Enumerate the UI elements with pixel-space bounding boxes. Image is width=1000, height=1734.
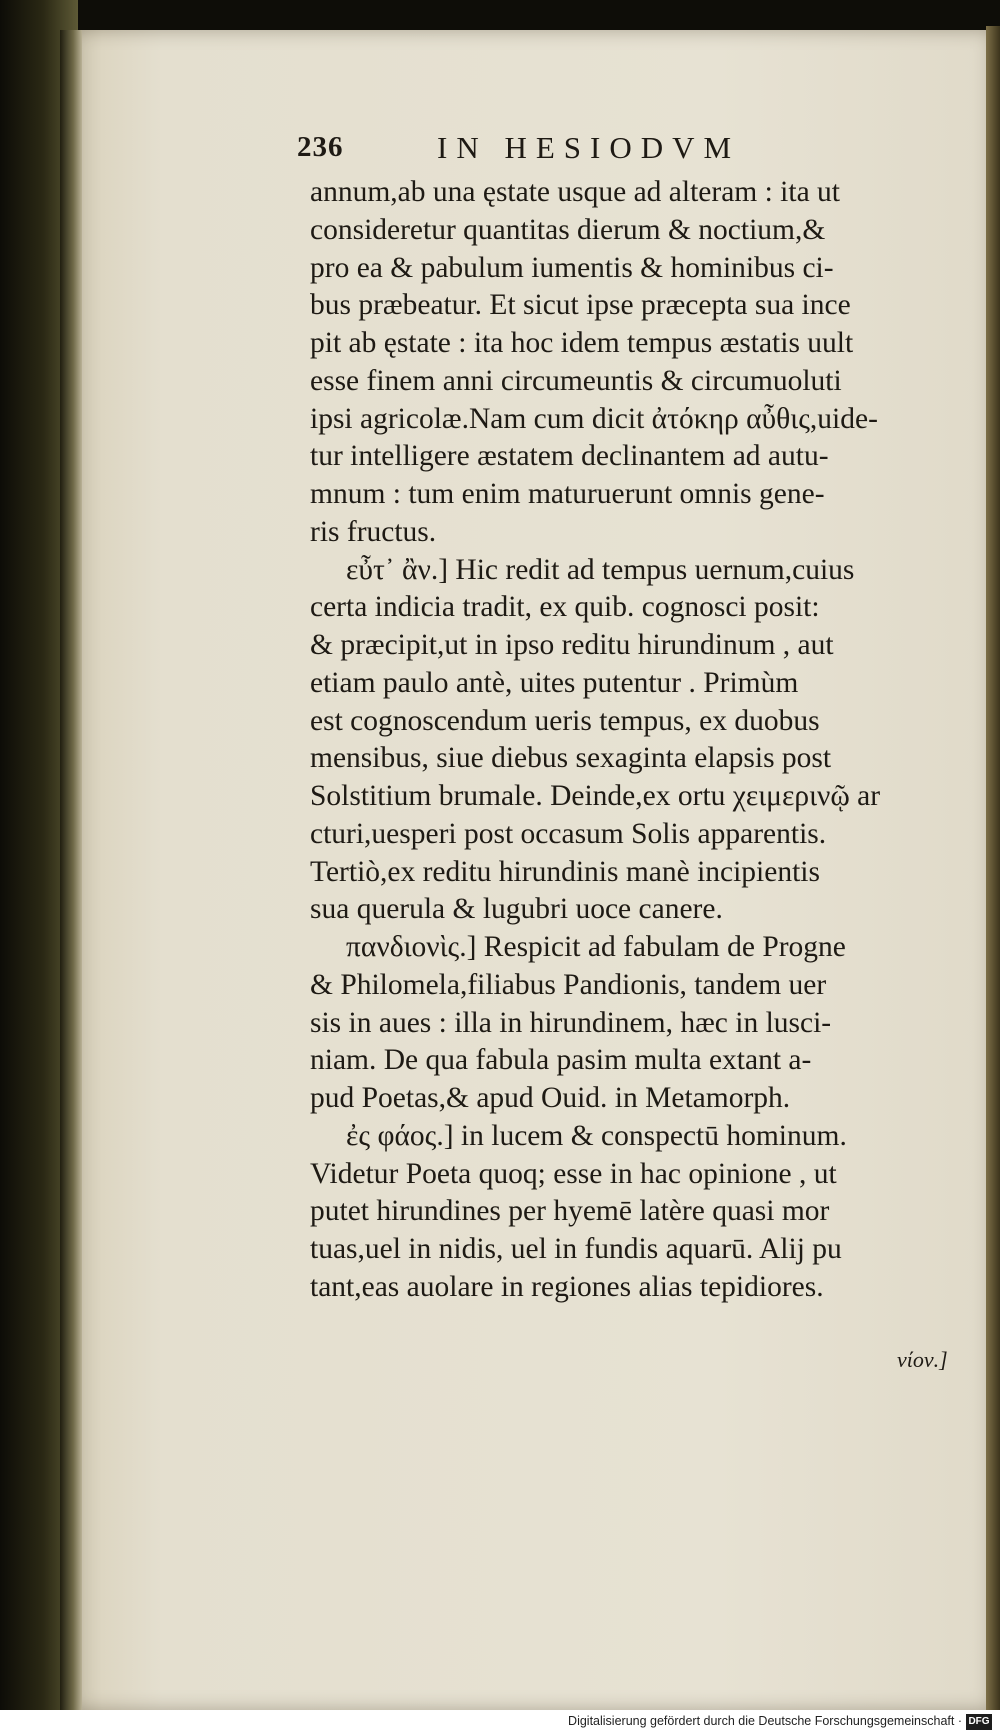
text-line: esse finem anni circumeuntis & circumuoluti	[310, 364, 842, 397]
text-line: & præcipit,ut in ipso reditu hirundinum , aut	[310, 629, 834, 661]
text-line: Solstitium brumale. Deinde,ex ortu χειμερινῷ ar	[310, 780, 881, 812]
text-line: pit ab ęstate : ita hoc idem tempus æstatis uult	[310, 327, 854, 359]
text-line: mnum : tum enim maturuerunt omnis gene-	[310, 478, 825, 510]
text-line: sua querula & lugubri uoce canere.	[310, 893, 723, 926]
text-line: sis in aues : illa in hirundinem, hæc in lusci-	[310, 1006, 832, 1039]
text-line: annum,ab una ęstate usque ad alteram : ita ut	[310, 176, 840, 208]
text-line: bus præbeatur. Et sicut ipse præcepta sua ince	[310, 289, 851, 322]
text-line: pud Poetas,& apud Ouid. in Metamorph.	[310, 1082, 791, 1114]
text-line: est cognoscendum ueris tempus, ex duobus	[310, 704, 820, 737]
text-line: certa indicia tradit, ex quib. cognosci posit:	[310, 591, 820, 624]
text-line: ipsi agricolæ.Nam cum dicit ἀτόκηρ αὖθις,uide-	[310, 402, 878, 435]
text-line: consideretur quantitas dierum & noctium,&	[310, 213, 826, 246]
text-line: ris fructus.	[310, 515, 437, 548]
text-line: ἐς φάος.] in lucem & conspectū hominum.	[346, 1119, 847, 1152]
text-line: tuas,uel in nidis, uel in fundis aquarū. Alij pu	[310, 1233, 842, 1265]
text-line: cturi,uesperi post occasum Solis apparentis.	[310, 817, 827, 850]
catchword: νίον.]	[897, 1347, 948, 1372]
text-line: pro ea & pabulum iumentis & hominibus ci-	[310, 251, 834, 284]
page-number: 236	[297, 131, 344, 163]
footer-credit: Digitalisierung gefördert durch die Deutsche Forschungsgemeinschaft ·	[568, 1714, 962, 1728]
text-line: εὖτ᾽ ἂν.] Hic redit ad tempus uernum,cuius	[346, 553, 855, 586]
dfg-logo: DFG	[966, 1714, 992, 1730]
running-head: IN HESIODVM	[437, 130, 741, 165]
text-line: Videtur Poeta quoq; esse in hac opinione , ut	[310, 1157, 837, 1190]
text-line: etiam paulo antè, uites putentur . Primùm	[310, 666, 799, 699]
text-line: πανδιονὶς.] Respicit ad fabulam de Progne	[346, 931, 846, 963]
text-line: tur intelligere æstatem declinantem ad autu-	[310, 440, 829, 473]
text-line: mensibus, siue diebus sexaginta elapsis post	[310, 742, 832, 775]
text-line: tant,eas auolare in regiones alias tepidiores.	[310, 1270, 824, 1303]
text-line: Tertiò,ex reditu hirundinis manè incipientis	[310, 855, 820, 888]
page-header	[297, 131, 817, 171]
footer-bar	[0, 1710, 1000, 1734]
page-edge	[986, 26, 1000, 1716]
text-line: & Philomela,filiabus Pandionis, tandem uer	[310, 968, 827, 1001]
text-line: niam. De qua fabula pasim multa extant a-	[310, 1044, 812, 1077]
page-gutter	[60, 30, 82, 1710]
text-line: putet hirundines per hyemē latère quasi mor	[310, 1195, 830, 1228]
